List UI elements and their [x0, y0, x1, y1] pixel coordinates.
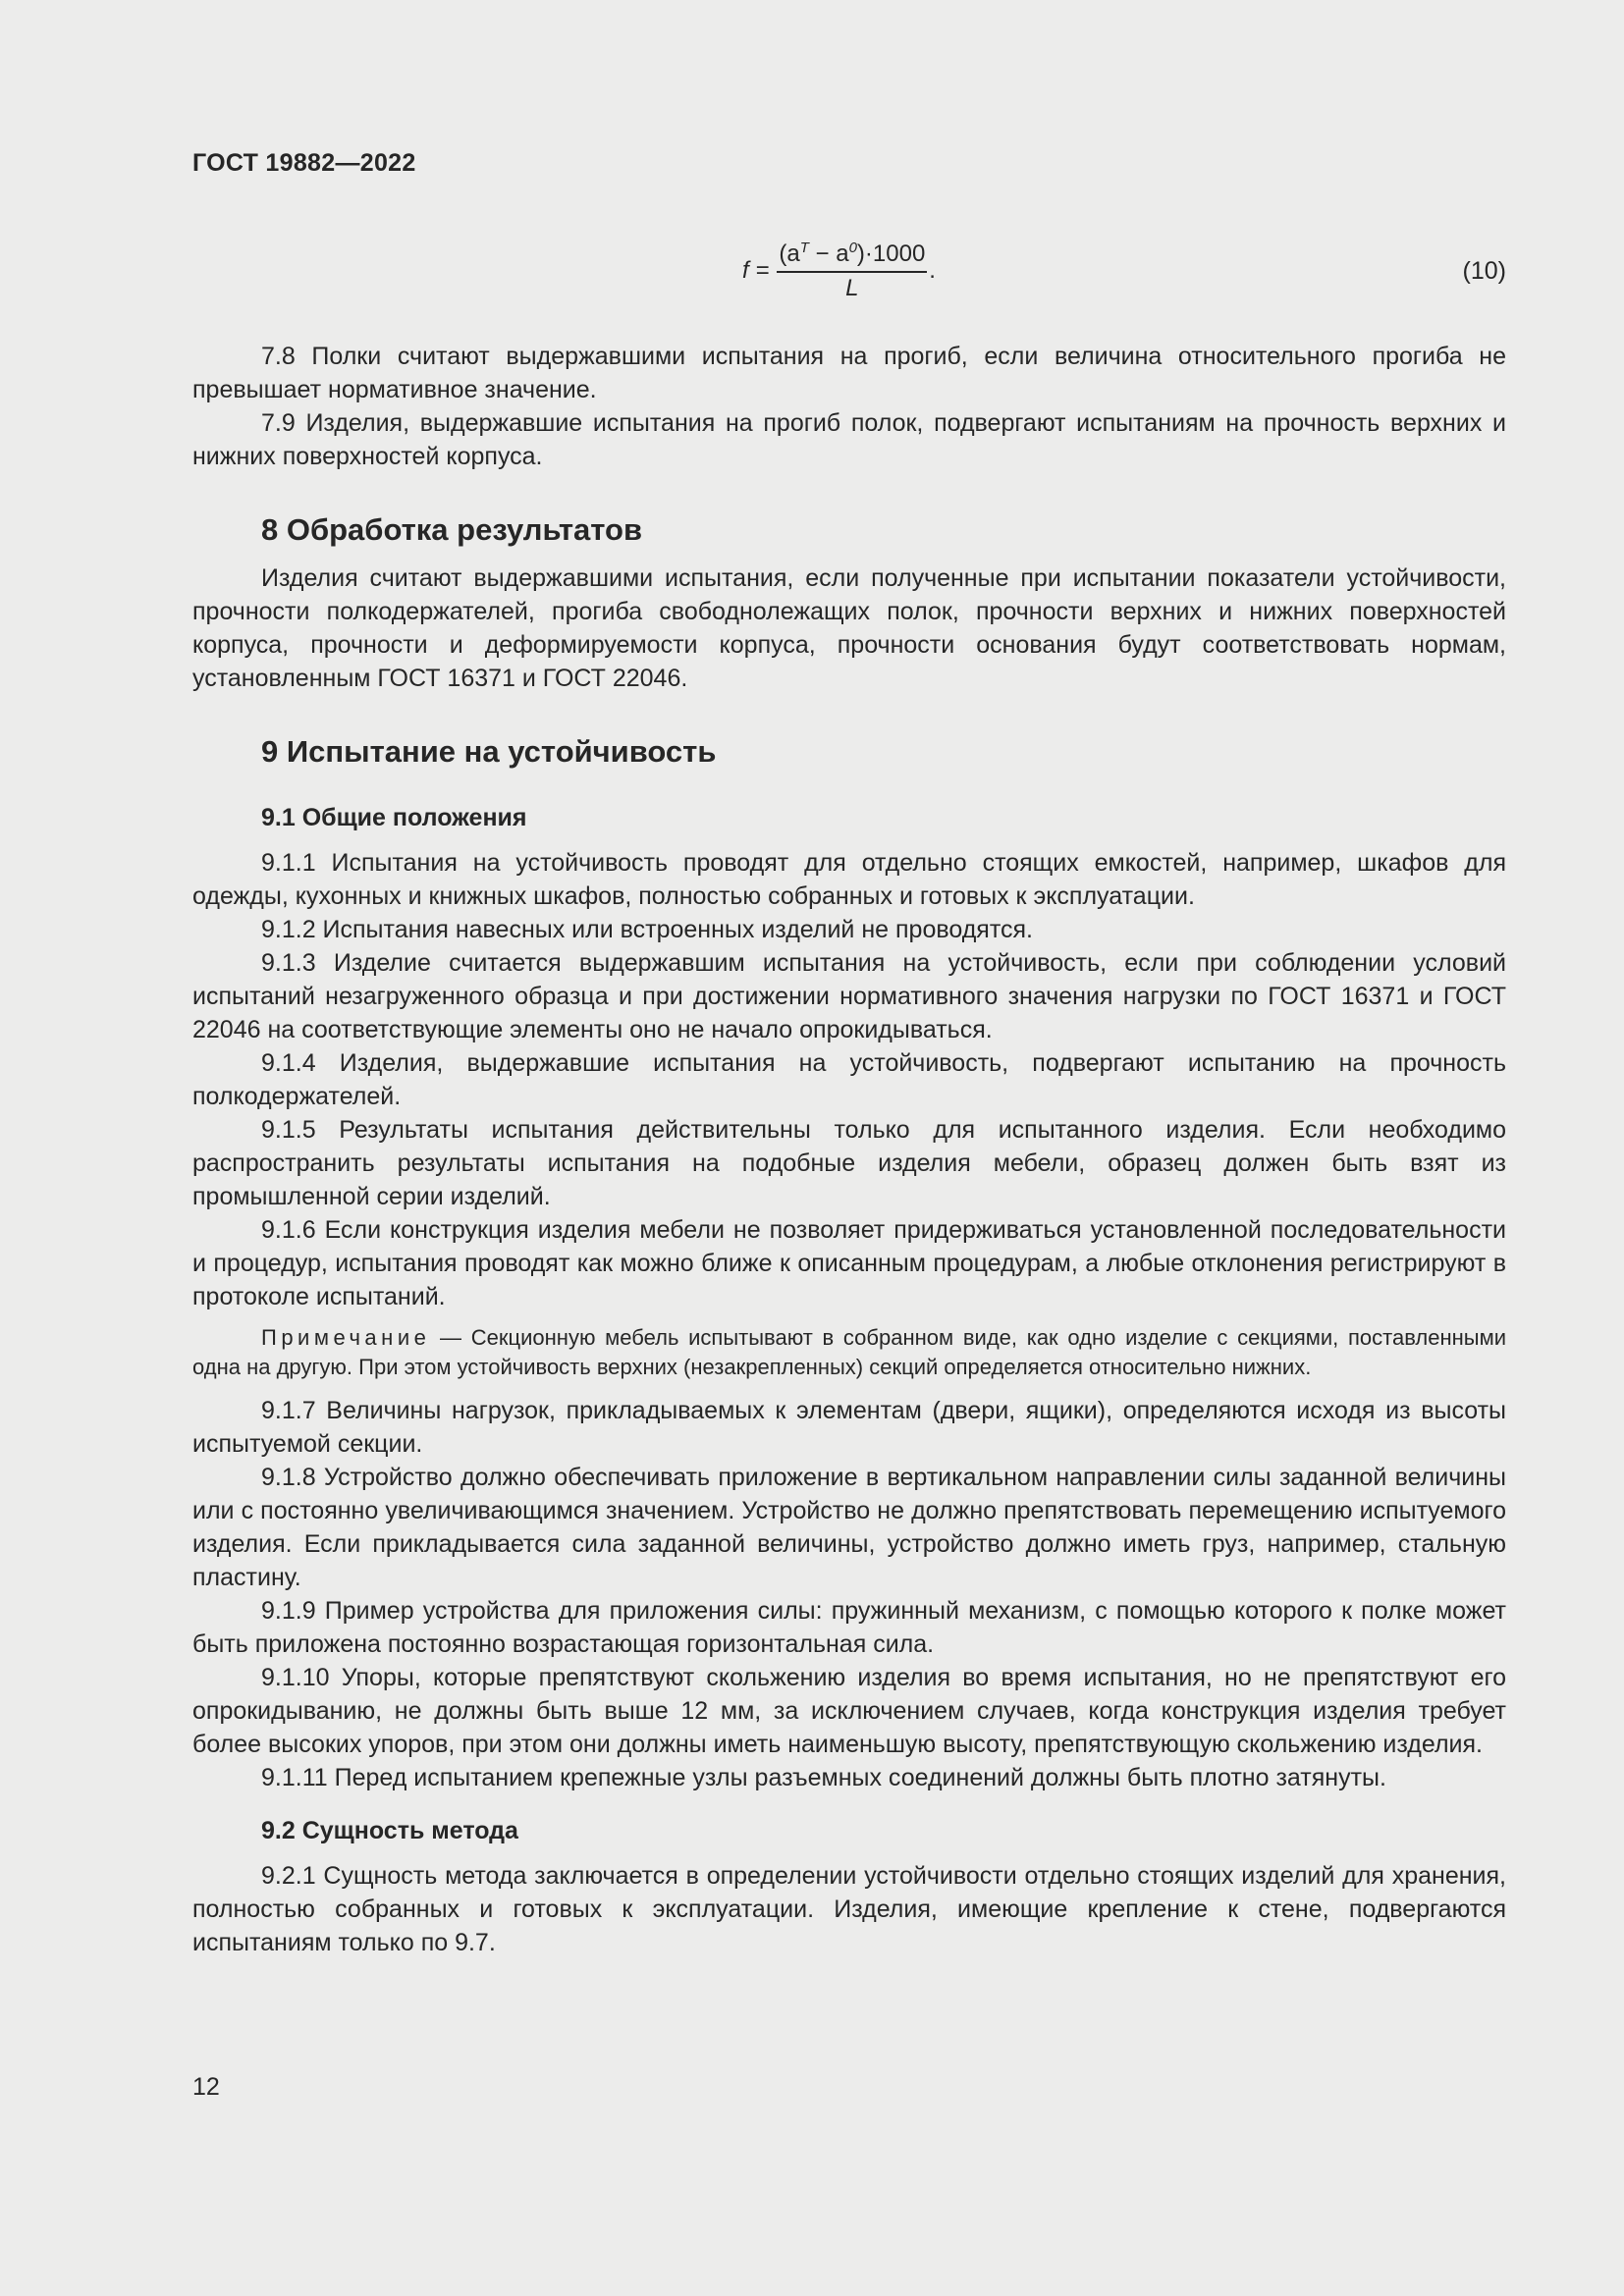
paragraph-9-1-3: 9.1.3 Изделие считается выдержавшим испытания на устойчивость, если при соблюдении условий испытаний незагруженного образца и при достижении нормативного значения нагрузки по ГОСТ 16371 и ГОСТ 22046 на соответствующие элементы оно не начало опрокидываться. [192, 949, 1506, 1043]
note-text: — Секционную мебель испытывают в собранном виде, как одно изделие с секциями, поставленными одна на другую. При этом устойчивость верхних (незакрепленных) секций определяется относительно нижних. [192, 1325, 1506, 1379]
formula-numerator: $(a^T - a^0)\cdot 1000$ [779, 240, 926, 267]
paragraph-9-1-11: 9.1.11 Перед испытанием крепежные узлы разъемных соединений должны быть плотно затянуты. [261, 1764, 1386, 1791]
paragraph-9-1-4: 9.1.4 Изделия, выдержавшие испытания на устойчивость, подвергают испытанию на прочность полкодержателей. [192, 1049, 1506, 1110]
subsection-9-2-title: 9.2 Сущность метода [261, 1817, 518, 1844]
formula-expression [742, 240, 936, 302]
document-page [192, 0, 1506, 2296]
paragraph-9-2-1: 9.2.1 Сущность метода заключается в определении устойчивости отдельно стоящих изделий для хранения, полностью собранных и готовых к эксплуатации. Изделия, имеющие крепление к стене, подвергаются испытаниям только по 9.7. [192, 1862, 1506, 1956]
formula-denominator: L [777, 271, 927, 302]
page-number: 12 [192, 2073, 220, 2101]
paragraph-9-1-6: 9.1.6 Если конструкция изделия мебели не позволяет придерживаться установленной последовательности и процедур, испытания проводят как можно ближе к описанным процедурам, а любые отклонения регистрируют в протоколе испытаний. [192, 1216, 1506, 1310]
section-8-title: 8 Обработка результатов [261, 512, 643, 547]
formula-10 [192, 236, 1506, 314]
document-body [192, 340, 1506, 1959]
subsection-9-1-title: 9.1 Общие положения [261, 804, 527, 831]
note-label: Примечание [261, 1325, 431, 1350]
paragraph-9-1-7: 9.1.7 Величины нагрузок, прикладываемых к элементам (двери, ящики), определяются исходя из высоты испытуемой секции. [192, 1397, 1506, 1458]
paragraph-9-1-8: 9.1.8 Устройство должно обеспечивать приложение в вертикальном направлении силы заданной величины или с постоянно увеличивающимся значением. Устройство не должно препятствовать перемещению испытуемого изделия. Если прикладывается сила заданной величины, устройство должно иметь груз, например, стальную пластину. [192, 1464, 1506, 1591]
note [192, 1323, 1506, 1382]
paragraph-9-1-10: 9.1.10 Упоры, которые препятствуют скольжению изделия во время испытания, но не препятствуют его опрокидыванию, не должны быть выше 12 мм, за исключением случаев, когда конструкция изделия требует более высоких упоров, при этом они должны иметь наименьшую высоту, препятствующую скольжению изделия. [192, 1664, 1506, 1758]
paragraph-7-8: 7.8 Полки считают выдержавшими испытания на прогиб, если величина относительного прогиба не превышает нормативное значение. [192, 343, 1506, 403]
formula-lhs: f = [742, 257, 770, 284]
equation-number: (10) [1462, 257, 1506, 285]
paragraph-9-1-2: 9.1.2 Испытания навесных или встроенных изделий не проводятся. [261, 916, 1033, 943]
section-8-text: Изделия считают выдержавшими испытания, если полученные при испытании показатели устойчивости, прочности полкодержателей, прогиба свободнолежащих полок, прочности верхних и нижних поверхностей корпуса, прочности и деформируемости корпуса, прочности основания будут соответствовать нормам, установленным ГОСТ 16371 и ГОСТ 22046. [192, 564, 1506, 692]
formula-period: . [929, 257, 936, 284]
section-9-title: 9 Испытание на устойчивость [261, 734, 717, 769]
document-header: ГОСТ 19882—2022 [192, 149, 416, 177]
paragraph-9-1-1: 9.1.1 Испытания на устойчивость проводят для отдельно стоящих емкостей, например, шкафов для одежды, кухонных и книжных шкафов, полностью собранных и готовых к эксплуатации. [192, 849, 1506, 910]
paragraph-7-9: 7.9 Изделия, выдержавшие испытания на прогиб полок, подвергают испытаниям на прочность верхних и нижних поверхностей корпуса. [192, 409, 1506, 470]
paragraph-9-1-5: 9.1.5 Результаты испытания действительны только для испытанного изделия. Если необходимо распространить результаты испытания на подобные изделия мебели, образец должен быть взят из промышленной серии изделий. [192, 1116, 1506, 1210]
formula-fraction [777, 240, 927, 302]
paragraph-9-1-9: 9.1.9 Пример устройства для приложения силы: пружинный механизм, с помощью которого к полке может быть приложена постоянно возрастающая горизонтальная сила. [192, 1597, 1506, 1658]
